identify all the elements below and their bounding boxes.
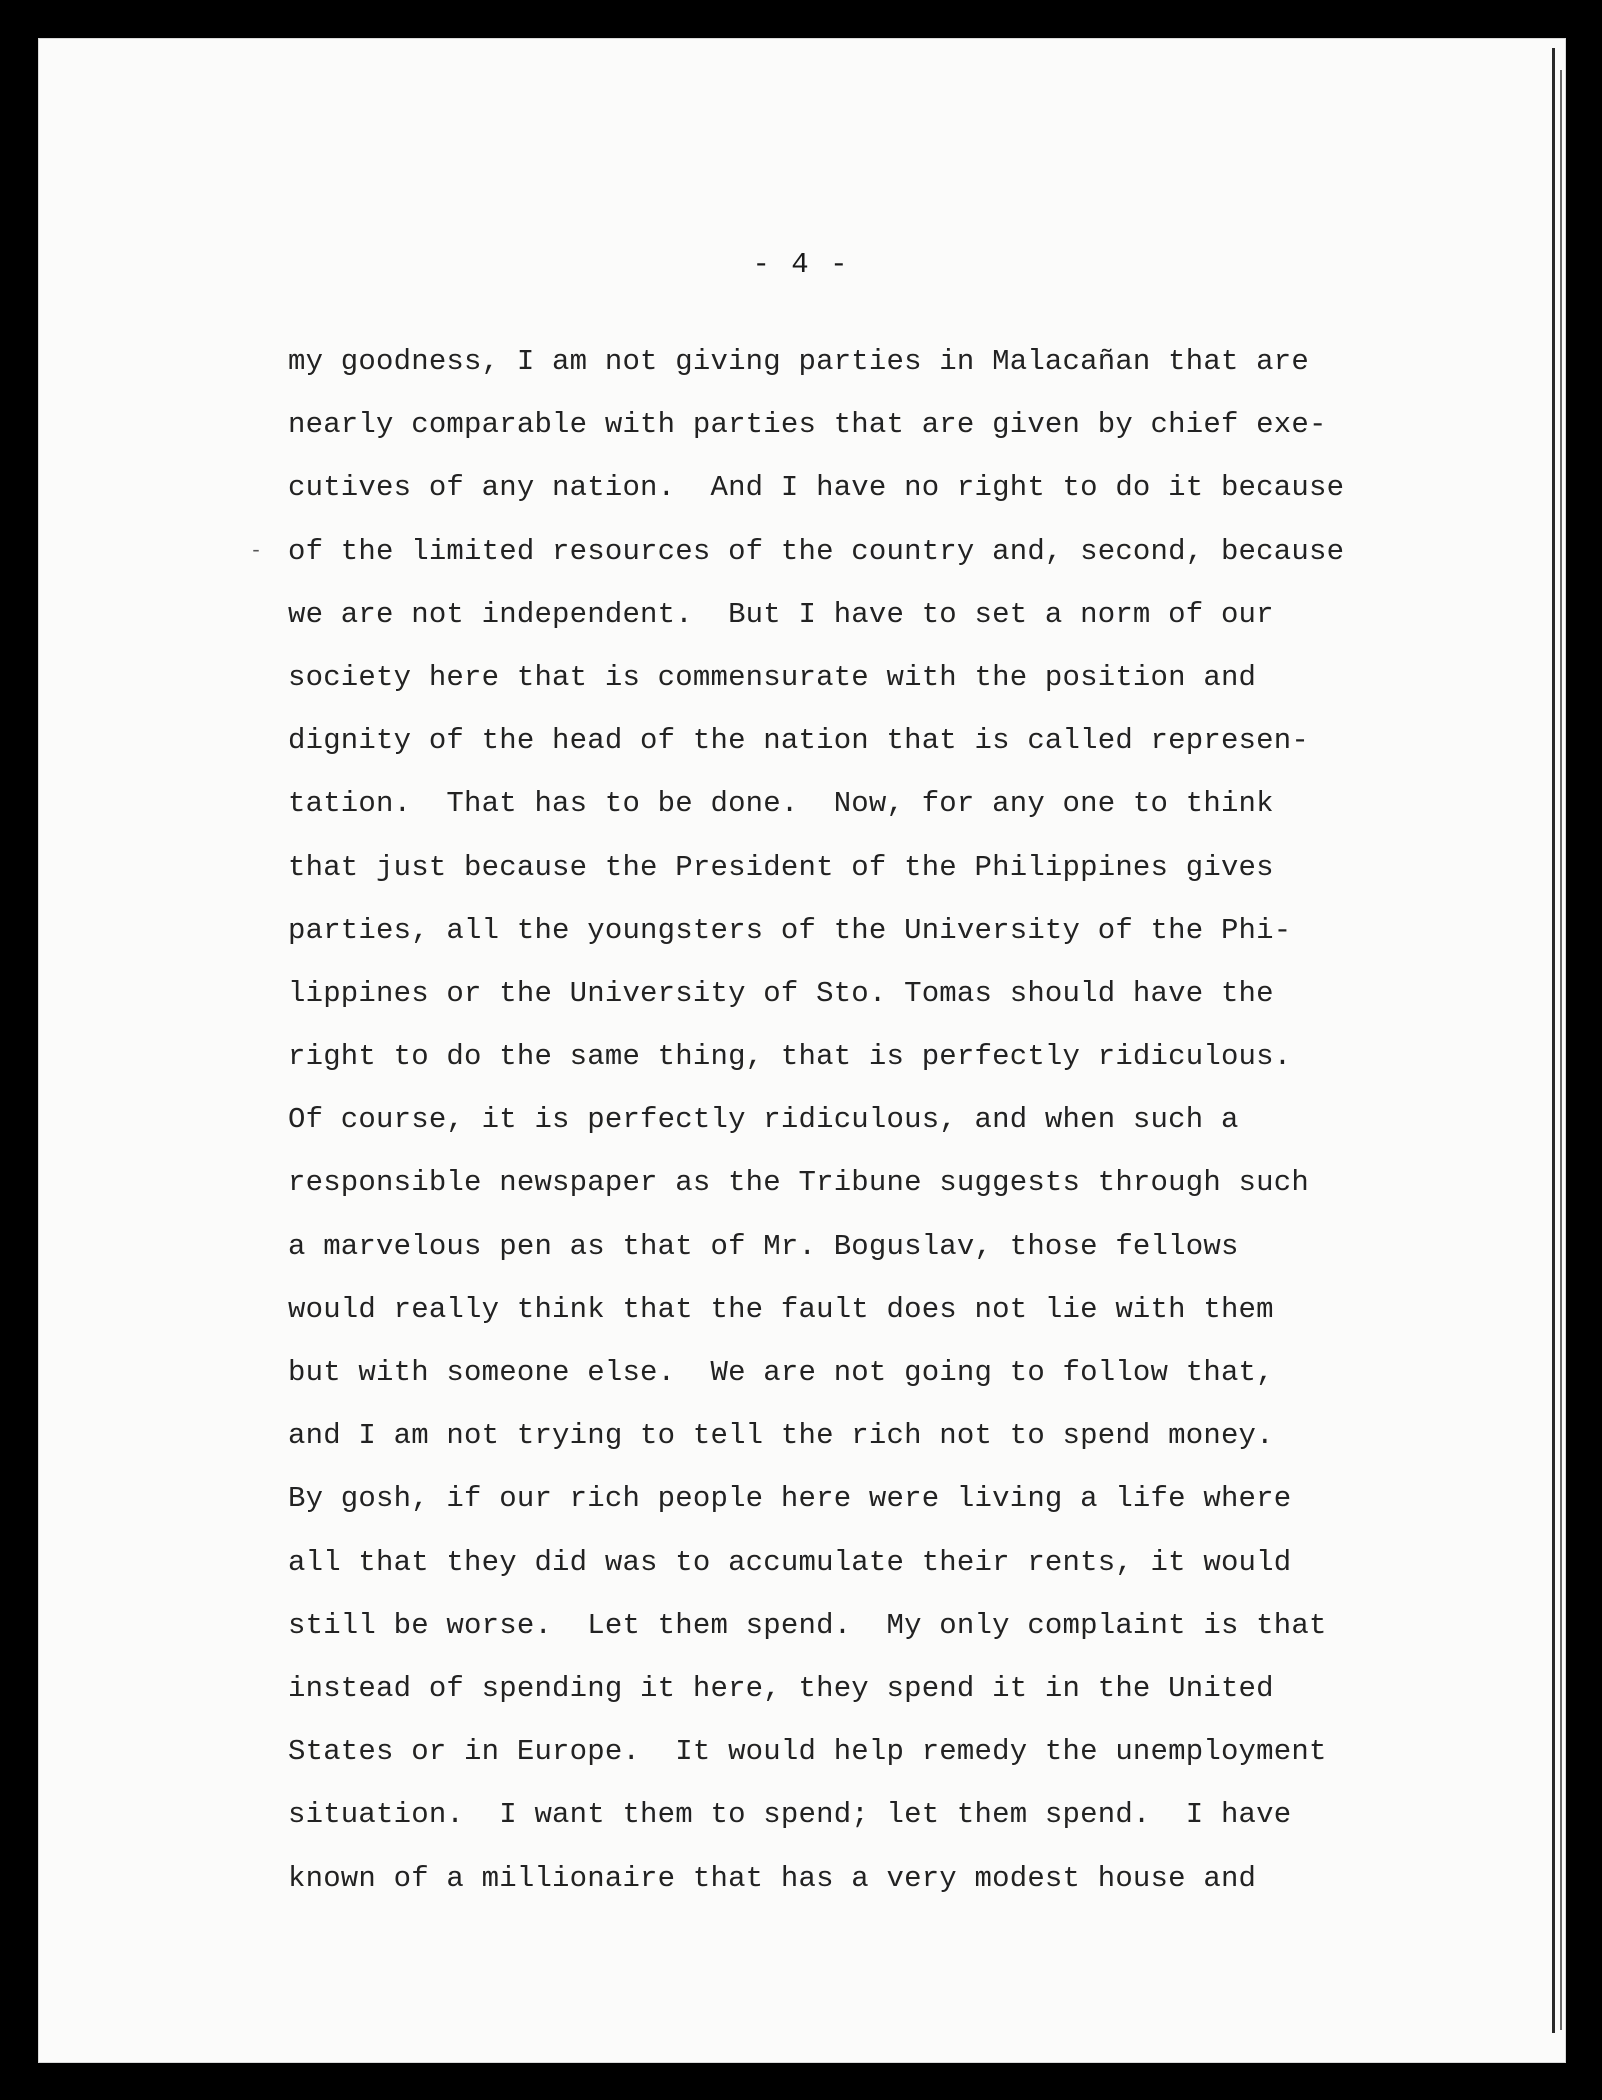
text-line: all that they did was to accumulate their rents, it would [288, 1545, 1292, 1579]
text-line: would really think that the fault does not lie with them [288, 1292, 1274, 1326]
text-line: Of course, it is perfectly ridiculous, and when such a [288, 1103, 1239, 1137]
text-line: By gosh, if our rich people here were living a life where [288, 1482, 1292, 1516]
text-line: my goodness, I am not giving parties in Malacañan that are [288, 345, 1309, 378]
body-text [288, 330, 1488, 1910]
text-line: instead of spending it here, they spend it in the United [288, 1671, 1274, 1705]
text-line: society here that is commensurate with the position and [288, 660, 1257, 694]
text-line: parties, all the youngsters of the University of the Phi- [288, 913, 1292, 947]
text-line: dignity of the head of the nation that is called represen- [288, 724, 1309, 758]
text-line: responsible newspaper as the Tribune suggests through such [288, 1166, 1309, 1200]
text-line: situation. I want them to spend; let them spend. I have [288, 1798, 1292, 1832]
text-line: of the limited resources of the country and, second, because [288, 534, 1345, 568]
text-line: but with someone else. We are not going to follow that, [288, 1356, 1274, 1389]
page-edge-underlay [1560, 70, 1562, 2030]
text-line: cutives of any nation. And I have no right to do it because [288, 471, 1345, 505]
page-number: - 4 - [752, 248, 850, 281]
margin-mark: - [250, 540, 263, 563]
text-line: we are not independent. But I have to set a norm of our [288, 597, 1274, 631]
text-line: a marvelous pen as that of Mr. Boguslav, those fellows [288, 1229, 1239, 1263]
text-line: and I am not trying to tell the rich not to spend money. [288, 1419, 1274, 1453]
text-line: right to do the same thing, that is perfectly ridiculous. [288, 1040, 1292, 1074]
text-line: lippines or the University of Sto. Tomas should have the [288, 976, 1274, 1010]
text-line: States or in Europe. It would help remedy the unemployment [288, 1735, 1327, 1769]
text-line: still be worse. Let them spend. My only complaint is that [288, 1608, 1327, 1642]
text-line: known of a millionaire that has a very modest house and [288, 1861, 1257, 1895]
page-edge-shadow [1552, 48, 1555, 2033]
text-line: nearly comparable with parties that are given by chief exe- [288, 408, 1327, 442]
text-line: that just because the President of the Philippines gives [288, 850, 1274, 884]
text-line: tation. That has to be done. Now, for any one to think [288, 787, 1274, 821]
